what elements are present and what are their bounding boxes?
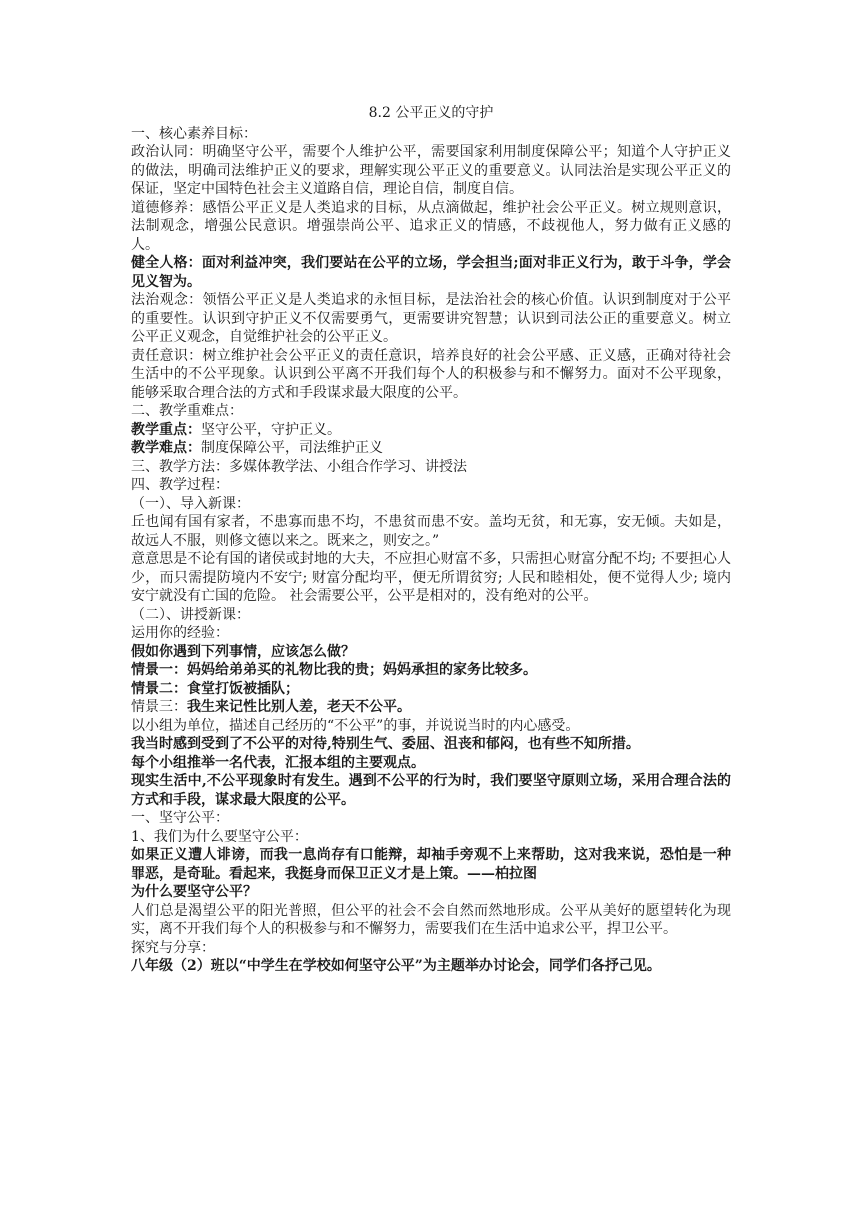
paragraph: 我当时感到受到了不公平的对待,特别生气、委屈、沮丧和郁闷，也有些不知所措。 [131, 736, 640, 752]
paragraph: 一、核心素养目标： [131, 125, 257, 142]
paragraph: 为什么要坚守公平？ [131, 884, 257, 900]
paragraph: 每个小组推举一名代表，汇报本组的主要观点。 [131, 754, 425, 771]
paragraph: 法治观念：领悟公平正义是人类追求的永恒目标，是法治社会的核心价值。认识到制度对于公平的重要性。认识到守护正义不仅需要勇气，更需要讲究智慧；认识到司法公正的重要意义。树立公平正义观念，自觉维护社会的公平正义。 [131, 292, 731, 345]
paragraph: 二、教学重难点： [131, 403, 243, 419]
paragraph-label: 教学重点： [131, 421, 201, 438]
paragraph: 四、教学过程： [131, 477, 229, 493]
paragraph: 健全人格：面对利益冲突，我们要站在公平的立场，学会担当;面对非正义行为，敢于斗争，学会见义智为。 [131, 255, 731, 290]
document-body [131, 125, 731, 976]
paragraph-text: 坚守公平，守护正义。 [201, 421, 341, 438]
paragraph-text: 制度保障公平，司法维护正义 [201, 440, 383, 456]
paragraph: 探究与分享： [131, 939, 215, 956]
paragraph: 人们总是渴望公平的阳光普照，但公平的社会不会自然而然地形成。公平从美好的愿望转化为现实，离不开我们每个人的积极参与和不懈努力，需要我们在生活中追求公平，捍卫公平。 [131, 902, 731, 937]
paragraph: 责任意识：树立维护社会公平正义的责任意识，培养良好的社会公平感、正义感，正确对待社会生活中的不公平现象。认识到公平离不开我们每个人的积极参与和不懈努力。面对不公平现象，能够采取合理合法的方式和手段谋求最大限度的公平。 [131, 347, 731, 401]
paragraph-label: 教学难点： [131, 440, 201, 456]
paragraph: 三、教学方法：多媒体教学法、小组合作学习、讲授法 [131, 458, 467, 475]
paragraph: 情景一：妈妈给弟弟买的礼物比我的贵；妈妈承担的家务比较多。 [131, 662, 537, 678]
paragraph: 现实生活中,不公平现象时有发生。遇到不公平的行为时，我们要坚守原则立场，采用合理合法的方式和手段，谋求最大限度的公平。 [131, 773, 731, 808]
document-title: 8.2 公平正义的守护 [368, 105, 494, 121]
paragraph: 假如你遇到下列事情，应该怎么做？ [131, 643, 355, 660]
paragraph: 丘也闻有国有家者，不患寡而患不均，不患贫而患不安。盖均无贫，和无寡，安无倾。夫如是，故远人不服，则修文德以来之。既来之，则安之。” [131, 514, 731, 549]
paragraph: 道德修养：感悟公平正义是人类追求的目标，从点滴做起，维护社会公平正义。树立规则意识，法制观念，增强公民意识。增强崇尚公平、追求正义的情感，不歧视他人，努力做有正义感的人。 [131, 199, 731, 253]
paragraph: 运用你的经验： [131, 625, 229, 641]
paragraph: 政治认同：明确坚守公平，需要个人维护公平，需要国家利用制度保障公平；知道个人守护正义的做法，明确司法维护正义的要求，理解实现公平正义的重要意义。认同法治是实现公平正义的保证，坚定中国特色社会主义道路自信，理论自信，制度自信。 [131, 144, 731, 197]
paragraph-text: 我生来记性比别人差，老天不公平。 [187, 699, 411, 715]
document-page [131, 104, 731, 976]
paragraph [131, 439, 731, 458]
paragraph: 意意思是不论有国的诸侯或封地的大夫，不应担心财富不多，只需担心财富分配不均; 不要担心人少，而只需提防境内不安宁; 财富分配均平，便无所谓贫穷; 人民和睦相处，便不觉得人少; 境内安宁就没有亡国的危险。 社会需要公平，公平是相对的，没有绝对的公平。 [131, 551, 731, 604]
paragraph: 如果正义遭人诽谤，而我一息尚存有口能辩，却袖手旁观不上来帮助，这对我来说，恐怕是一种罪恶，是奇耻。看起来，我挺身而保卫正义才是上策。——柏拉图 [131, 847, 731, 882]
paragraph: （一）、导入新课： [131, 495, 250, 512]
paragraph: 以小组为单位，描述自己经历的“不公平”的事，并说说当时的内心感受。 [131, 717, 580, 734]
paragraph: 一、坚守公平： [131, 810, 229, 826]
paragraph [131, 421, 731, 440]
paragraph [131, 698, 731, 717]
paragraph: 八年级（2）班以“中学生在学校如何坚守公平”为主题举办讨论会，同学们各抒己见。 [131, 958, 661, 974]
paragraph: 情景二：食堂打饭被插队； [131, 680, 299, 697]
paragraph-label: 情景三： [131, 699, 187, 715]
paragraph: （二）、讲授新课： [131, 606, 250, 623]
paragraph: 1、我们为什么要坚守公平： [131, 828, 308, 845]
